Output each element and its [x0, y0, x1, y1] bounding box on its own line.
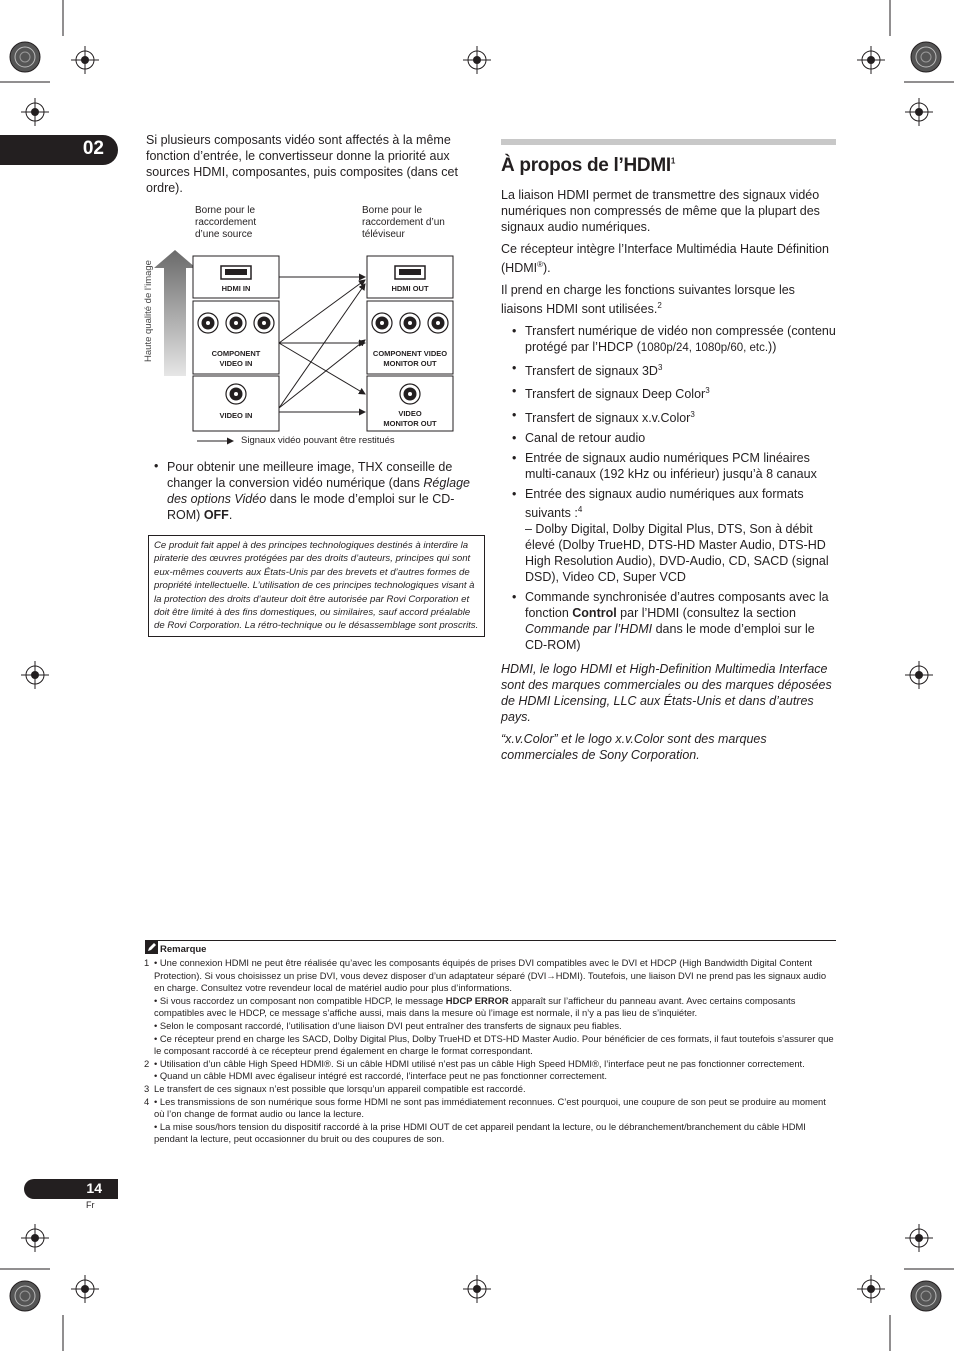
- note-row: • Si vous raccordez un composant non compatible HDCP, le message HDCP ERROR apparaît sur l’afficheur du panneau avant. Avec certains composants compatibles avec le HDCP, ce message s’affiche aussi, mais dans la mesure où l’image est normale, il n’y a pas lieu de s’inquiéter.: [154, 994, 796, 1019]
- hdmi-in-icon: [221, 266, 251, 279]
- list-item: • Transfert de signaux $3D^3$: [525, 360, 837, 379]
- page-number-tab: [24, 1179, 118, 1199]
- note-row: 3 Le transfert de ces signaux n’est possible que lorsqu’un appareil compatible est raccordé.: [144, 1082, 526, 1094]
- diagram-legend: Signaux vidéo pouvant être restitués: [241, 435, 395, 446]
- note-row: • La mise sous/hors tension du dispositif raccordé à la prise HDMI OUT de cet appareil pendant la lecture, ou le débranchement/branchement du câble HDMI pendant la lecture, peut occasionner du bruit ou des coupures de son.: [154, 1120, 806, 1145]
- chapter-tab: [0, 135, 118, 165]
- note-row: 2 • Utilisation d’un câble High Speed HDMI®. Si un câble HDMI utilisé n’est pas un câble High Speed HDMI®, l’interface peut ne pas fonctionner correctement.: [144, 1057, 805, 1069]
- remarque-notes: [144, 957, 838, 1146]
- note-row: 4 • Les transmissions de son numérique sous forme HDMI ne sont pas immédiatement reconnues. C’est pourquoi, une coupure de son peut se produire au moment où l’on change de format audio ou lance la lecture.: [144, 1095, 826, 1120]
- list-item: • Transfert de signaux x.v.Color$^3$: [525, 407, 837, 426]
- xvcolor-trademark: “x.v.Color” et le logo x.v.Color sont des marques commerciales de Sony Corporation.: [501, 731, 767, 762]
- list-item: • Canal de retour audio: [525, 430, 837, 446]
- input-label-video: VIDEO IN: [219, 411, 253, 420]
- thx-bullet: • Pour obtenir une meilleure image, THX conseille de changer la conversion vidéo numérique (dans Réglage des options Vidéo dans le mode d’emploi sur le CD-ROM) OFF.: [154, 459, 470, 522]
- page-number: 14: [86, 1180, 102, 1196]
- output-label-hdmi: HDMI OUT: [391, 284, 429, 293]
- tv-caption: Borne pour le raccordement d’un téléviseur: [362, 205, 445, 240]
- hdmi-functions-list: [501, 323, 837, 653]
- remarque-divider: [145, 940, 836, 941]
- list-item: • Commande synchronisée d’autres composants avec la fonction Control par l’HDMI (consultez la section Commande par l’HDMI dans le mode d’emploi sur le CD-ROM): [525, 589, 837, 653]
- section-title: À propos de l’HDMI$^1$: [501, 155, 675, 176]
- note-row: • Selon le composant raccordé, l’utilisation d’une liaison DVI peut entraîner des transferts de signaux peu fiables.: [154, 1019, 622, 1031]
- vertical-axis-label: Haute qualité de l’image: [143, 260, 154, 362]
- hdmi-trademark: HDMI, le logo HDMI et High-Definition Multimedia Interface sont des marques commerciales ou des marques déposées de HDMI Licensing, LLC aux États-Unis et dans d’autres pays.: [501, 661, 832, 724]
- input-label-hdmi: HDMI IN: [221, 284, 251, 293]
- list-item: • Entrée de signaux audio numériques PCM linéaires multi-canaux (192 kHz ou inférieur) jusqu’à 8 canaux: [525, 450, 837, 482]
- list-item: • Entrée des signaux audio numériques aux formats suivants :$^4$ – Dolby Digital, Dolby Digital Plus, DTS, Son à débit élevé (Dolby TrueHD, DTS-HD Master Audio, DTS-HD High Resolution Audio), DVD-Audio, CD, SACD (signal DSD), Video CD, Super VCD: [525, 486, 837, 585]
- input-label-component: COMPONENT VIDEO IN: [211, 349, 261, 368]
- note-row: • Ce récepteur prend en charge les SACD, Dolby Digital Plus, Dolby TrueHD et DTS-HD Master Audio. Pour bénéficier de ces formats, il faut toutefois s’assurer que le composant raccordé à ce récepteur prend également en charge le format correspondant.: [154, 1032, 834, 1057]
- list-item: • Transfert numérique de vidéo non compressée (contenu protégé par l’HDCP (1080p/24, 1080p/60, etc.)): [525, 323, 837, 356]
- source-caption: Borne pour le raccordement d’une source: [195, 205, 257, 240]
- rovi-copyright-notice: Ce produit fait appel à des principes technologiques destinés à interdire la piraterie des œuvres protégées par des droits d’auteurs, principes qui sont eux-mêmes couverts aux États-Unis par des brevets et d’autres formes de propriété intellectuelle. L’utilisation de ces principes technologiques visant à la protection des droits d’auteur doit être autorisée par Rovi Corporation et doit être limité à des fins domestiques, ou similaires, sauf accord préalable de Rovi Corporation. La rétro-technique ou le désassemblage sont proscrits.: [148, 535, 485, 637]
- left-column: [146, 132, 478, 196]
- quality-arrow: [154, 250, 196, 376]
- language-code: Fr: [86, 1200, 95, 1210]
- chapter-number: 02: [82, 138, 104, 159]
- remarque-title: Remarque: [145, 941, 206, 955]
- hdmi-functions-intro: Il prend en charge les fonctions suivantes lorsque les liaisons HDMI sont utilisées.$^2$: [501, 283, 795, 317]
- list-item: • Transfert de signaux Deep Color$^3$: [525, 383, 837, 402]
- note-pencil-icon: [145, 941, 158, 954]
- section-bar: [501, 139, 836, 145]
- note-row: • Quand un câble HDMI avec égaliseur intégré est raccordé, l’interface peut ne pas fonctionner correctement.: [154, 1070, 608, 1082]
- hdmi-intro: La liaison HDMI permet de transmettre des signaux vidéo numériques non compressés de même que la plupart des signaux audio numériques.: [501, 188, 820, 234]
- intro-paragraph: Si plusieurs composants vidéo sont affectés à la même fonction d’entrée, le convertisseur donne la priorité aux sources HDMI, composantes, puis composites (dans cet ordre).: [146, 133, 458, 195]
- hdmi-out-icon: [395, 266, 425, 279]
- output-label-component: COMPONENT VIDEO MONITOR OUT: [372, 349, 448, 368]
- hdmi-definition: Ce récepteur intègre l’Interface Multimédia Haute Définition (HDMI®).: [501, 242, 829, 276]
- output-label-video: VIDEO MONITOR OUT: [383, 409, 437, 428]
- right-column: [501, 139, 837, 769]
- note-row: 1 • Une connexion HDMI ne peut être réalisée qu’avec les composants équipés de prises DVI compatibles avec le DVI et HDCP (High Bandwidth Digital Content Protection). Si vous choisissez un prise DVI, vous devez disposer d’un adaptateur séparé (DVI→HDMI). Toutefois, une liaison DVI ne prend pas les signaux audio en charge. Consultez votre revendeur local de matériel audio pour plus d’informations.: [144, 957, 827, 994]
- video-conversion-diagram: [140, 200, 480, 450]
